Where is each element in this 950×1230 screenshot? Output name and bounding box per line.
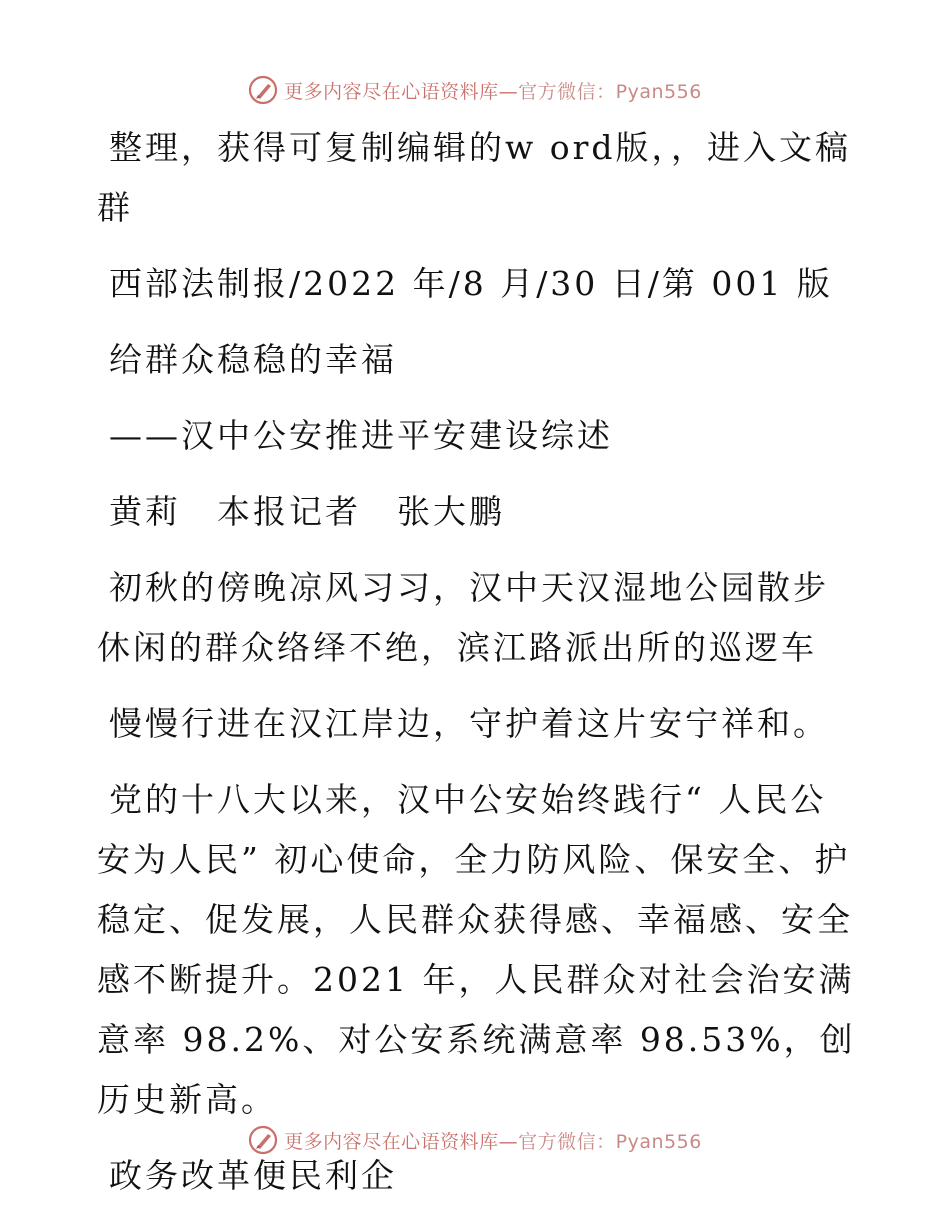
document-body [97, 118, 857, 1222]
watermark-text [284, 77, 702, 104]
watermark-header [0, 70, 950, 110]
watermark-title: 更多内容尽在心语资料库— [284, 80, 519, 103]
quill-pen-logo-icon [248, 1125, 278, 1155]
watermark-title: 更多内容尽在心语资料库— [284, 1130, 519, 1153]
paragraph-intro: 整理，获得可复制编辑的w ord版，，进入文稿群 [97, 128, 852, 227]
section-heading: 政务改革便民利企 [109, 1156, 397, 1195]
watermark-contact: 官方微信：Pyan556 [518, 80, 702, 103]
paragraph-overview: 党的十八大以来，汉中公安始终践行“ 人民公安为人民” 初心使命，全力防风险、保安全、护稳定、促发展，人民群众获得感、幸福感、安全感不断提升。2021 年，人民群众对社会治安满意率 98.2%、对公安系统满意率 98.53%，创历史新高。 [97, 780, 856, 1119]
watermark-footer [0, 1120, 950, 1160]
paragraph-source-line: 西部法制报/2022 年/8 月/30 日/第 001 版 [109, 264, 833, 303]
article-subtitle: ——汉中公安推进平安建设综述 [109, 416, 613, 455]
quill-pen-logo-icon [248, 75, 278, 105]
paragraph-opening: 初秋的傍晚凉风习习，汉中天汉湿地公园散步休闲的群众络绎不绝，滨江路派出所的巡逻车 [97, 568, 829, 667]
article-title: 给群众稳稳的幸福 [109, 340, 397, 379]
watermark-text [284, 1127, 702, 1154]
paragraph-opening-continued: 慢慢行进在汉江岸边，守护着这片安宁祥和。 [109, 704, 829, 743]
watermark-contact: 官方微信：Pyan556 [518, 1130, 702, 1153]
article-authors: 黄莉 本报记者 张大鹏 [109, 492, 505, 531]
